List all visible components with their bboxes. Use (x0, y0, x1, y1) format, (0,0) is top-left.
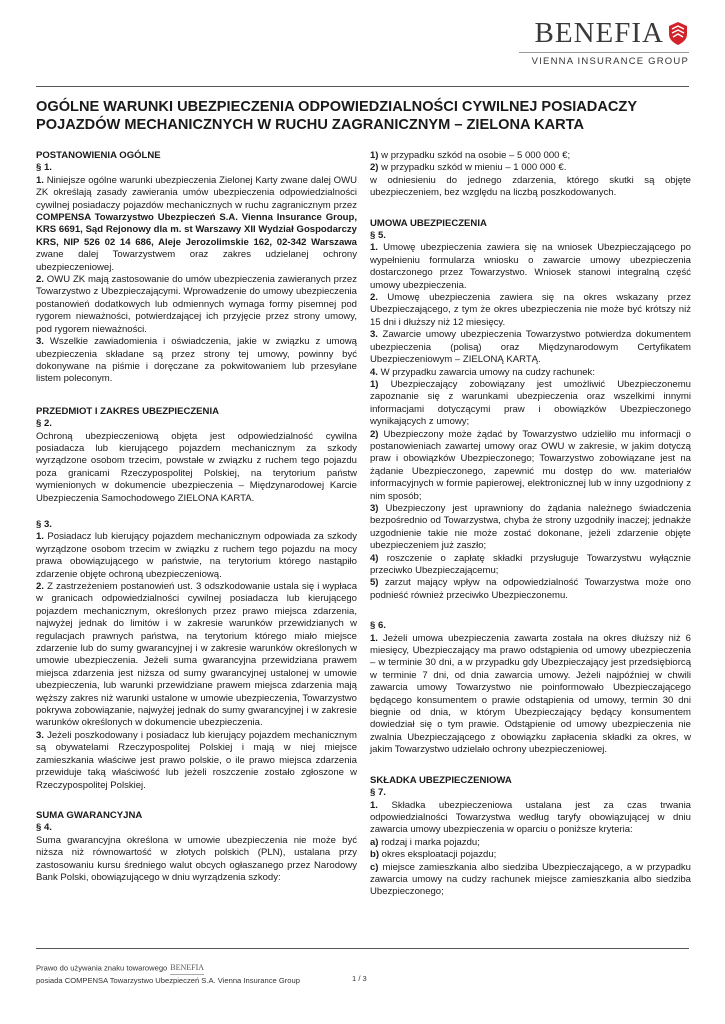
paragraph-number: § 2. (36, 418, 52, 430)
paragraph: 1. Posiadacz lub kierujący pojazdem mechanicznym odpowiada za szkody wyrządzone osobom trzecim w związku z ruchem tego pojazdu na mocy prawa obowiązującego w państwie, na terytorium którego nastąpiło zdarzenie objęte ochroną ubezpieczeniową. (36, 531, 357, 580)
paragraph: 2. Umowę ubezpieczenia zawiera się na okres wskazany przez Ubezpieczającego, z tym że okres ubezpieczenia nie może być krótszy niż 15 dni i dłuższy niż 12 miesięcy. (370, 292, 691, 328)
logo-tagline: VIENNA INSURANCE GROUP (519, 52, 689, 67)
paragraph-number: § 1. (36, 162, 52, 174)
footer-rule (36, 948, 689, 949)
paragraph: 1. Jeżeli umowa ubezpieczenia zawarta została na okres dłuższy niż 6 miesięcy, Ubezpieczający ma prawo odstąpienia od umowy ubezpieczenia – w terminie 30 dni, a w przypadku gdy Ubezpieczający jest przedsiębiorcą w terminie 7 dni, od dnia zawarcia umowy. Jeżeli najpóźniej w chwili zawarcia umowy Towarzystwo nie poinformowało Ubezpieczającego będącego konsumentem o prawie odstąpienia od umowy, termin 30 dni biegnie od dnia, w którym Ubezpieczający będący konsumentem dowiedział się o tym prawie. Odstąpienie od umowy ubezpieczenia nie zwalnia Ubezpieczającego z obowiązku zapłacenia składki za okres, w jakim Towarzystwo udzielało ochrony ubezpieczeniowej. (370, 632, 691, 756)
paragraph: Suma gwarancyjna określona w umowie ubezpieczenia nie może być niższa niż równowartość w złotych polskich (PLN), ustalana przy zastosowaniu kursu średniego walut obcych ogłaszanego przez Narodowy Bank Polski, obowiązującego w dniu wyrządzenia szkody: (36, 834, 357, 883)
section-heading: SUMA GWARANCYJNA (36, 809, 143, 821)
section-heading: UMOWA UBEZPIECZENIA (370, 217, 487, 229)
paragraph-number: § 5. (370, 230, 386, 242)
paragraph: Ochroną ubezpieczeniową objęta jest odpowiedzialność cywilna posiadacza lub kierującego pojazdem mechanicznym za szkody wyrządzone osobom trzecim, powstałe w związku z ruchem tego pojazdu poza granicami Rzeczypospolitej Polskiej, na terytorium państw wymienionych w dokumencie ubezpieczenia – Międzynarodowej Karcie Ubezpieczenia Samochodowego ZIELONA KARTA. (36, 430, 357, 504)
paragraph-number: § 7. (370, 787, 386, 799)
footer (36, 962, 300, 987)
paragraph-number: § 3. (36, 518, 52, 530)
list-item: 5) zarzut mający wpływ na odpowiedzialność Towarzystwa może ono podnieść również przeciwko Ubezpieczonemu. (370, 577, 691, 601)
paragraph: 1. Niniejsze ogólne warunki ubezpieczenia Zielonej Karty zwane dalej OWU ZK określają zasady zawierania umów ubezpieczenia odpowiedzialności cywilnej posiadaczy pojazdów mechanicznych w ruchu zagranicznym przez COMPENSA Towarzystwo Ubezpieczeń S.A. Vienna Insurance Group, KRS 6691, Sąd Rejonowy dla m. st Warszawy XII Wydział Gospodarczy KRS, NIP 526 02 14 686, Aleje Jerozolimskie 162, 02-342 Warszawa zwane dalej Towarzystwem oraz zakres udzielanej ochrony ubezpieczeniowej. (36, 174, 357, 273)
list-item: b) okres eksploatacji pojazdu; (370, 849, 497, 861)
section-heading: PRZEDMIOT I ZAKRES UBEZPIECZENIA (36, 405, 219, 417)
page-number: 1 / 3 (352, 974, 367, 983)
paragraph-number: § 6. (370, 620, 386, 632)
list-item: 4) roszczenie o zapłatę składki przysługuje Towarzystwu wyłącznie przeciwko Ubezpieczającemu; (370, 552, 691, 576)
logo-symbol-icon (667, 20, 689, 46)
paragraph: 2. OWU ZK mają zastosowanie do umów ubezpieczenia zawieranych przez Towarzystwo z Ubezpieczającymi. Wprowadzenie do umowy ubezpieczenia postanowień dodatkowych lub odmiennych wymaga formy pisemnej pod rygorem nieważności, potwierdzającej ich przyjęcie przez strony umowy, pod rygorem nieważności. (36, 274, 357, 335)
list-item: 1) w przypadku szkód na osobie – 5 000 000 €; (370, 150, 571, 161)
list-item: 2) w przypadku szkód w mieniu – 1 000 000 €. (370, 162, 567, 174)
header-rule (36, 86, 689, 87)
paragraph: 3. Zawarcie umowy ubezpieczenia Towarzystwo potwierdza dokumentem ubezpieczenia (polisą) oraz Międzynarodowym Certyfikatem Ubezpieczeniowym – ZIELONĄ KARTĄ. (370, 329, 691, 366)
list-item: 1) Ubezpieczający zobowiązany jest umożliwić Ubezpieczonemu zapoznanie się z warunkami ubezpieczenia oraz wszelkimi innymi informacjami dotyczącymi praw i obowiązków Ubezpieczonego wynikających z umowy; (370, 378, 691, 428)
footer-mini-logo: BENEFIA (170, 962, 204, 975)
right-column (370, 150, 691, 899)
paragraph: 1. Umowę ubezpieczenia zawiera się na wniosek Ubezpieczającego po wypełnieniu formularza wniosku o zawarcie umowy ubezpieczenia dostarczonego przez Towarzystwo. Wniosek stanowi integralną część umowy ubezpieczenia. (370, 242, 691, 291)
paragraph: 2. Z zastrzeżeniem postanowień ust. 3 odszkodowanie ustala się i wypłaca w granicach odpowiedzialności cywilnej posiadacza lub kierującego pojazdem mechanicznym, określonych przez prawo miejsca zdarzenia, najwyżej jednak do limitów i w zakresie warunków przewidzianych w regulacjach prawnych państwa, na terytorium którego miało miejsce zdarzenie lub do sumy gwarancyjnej i w zakresie warunków określonych w umowie ubezpieczenia. Jeżeli suma gwarancyjna przewidziana prawem miejsca zdarzenia jest niższa od sumy gwarancyjnej ustalonej w umowie ubezpieczenia, lub warunki przewidziane prawem miejsca zdarzenia mają węższy zakres niż warunki ustalone w umowie ubezpieczenia, Towarzystwo pokrywa zobowiązanie, najwyżej jednak do sumy gwarancyjnej i w zakresie warunków określonych w dokumencie ubezpieczenia. (36, 581, 357, 729)
paragraph: 3. Jeżeli poszkodowany i posiadacz lub kierujący pojazdem mechanicznym są obywatelami Rzeczypospolitej Polskiej i mają w niej miejsce zamieszkania właściwe jest prawo polskie, o ile prawo miejsca zdarzenia przewiduje taką właściwość lub jeżeli roszczenie zostało zgłoszone w Rzeczypospolitej Polskiej. (36, 729, 357, 791)
paragraph-number: § 4. (36, 822, 52, 834)
section-heading: SKŁADKA UBEZPIECZENIOWA (370, 774, 512, 786)
left-column (36, 150, 357, 884)
document-title: OGÓLNE WARUNKI UBEZPIECZENIA ODPOWIEDZIALNOŚCI CYWILNEJ POSIADACZY POJAZDÓW MECHANICZNYCH W RUCHU ZAGRANICZNYM – ZIELONA KARTA (36, 99, 637, 133)
list-item: c) miejsce zamieszkania albo siedziba Ubezpieczającego, a w przypadku zawarcia umowy na cudzy rachunek miejsce zamieszkania albo siedziba Ubezpieczonego; (370, 861, 691, 898)
list-item: 3) Ubezpieczony jest uprawniony do żądania należnego świadczenia bezpośrednio od Towarzystwa, chyba że strony uzgodniły inaczej; jednakże uzgodnienie takie nie może zostać dokonane, jeżeli zdarzenie objęte ubezpieczeniem już zaszło; (370, 502, 691, 552)
list-item: a) rodzaj i marka pojazdu; (370, 836, 480, 848)
logo-brand: BENEFIA (534, 17, 664, 49)
benefia-logo (519, 18, 689, 67)
paragraph: 3. Wszelkie zawiadomienia i oświadczenia, jakie w związku z umową ubezpieczenia składane są przez strony tej umowy, powinny być dokonywane na piśmie i doręczane za pokwitowaniem lub przesyłane listem poleconym. (36, 336, 357, 385)
paragraph: 1. Składka ubezpieczeniowa ustalana jest za czas trwania odpowiedzialności Towarzystwa według taryfy obowiązującej w dniu zawarcia umowy ubezpieczenia w oparciu o poniższe kryteria: (370, 799, 691, 836)
footer-owner-line: posiada COMPENSA Towarzystwo Ubezpieczeń S.A. Vienna Insurance Group (36, 976, 300, 985)
paragraph: 4. W przypadku zawarcia umowy na cudzy rachunek: (370, 366, 595, 378)
paragraph: w odniesieniu do jednego zdarzenia, którego skutki są objęte ubezpieczeniem, bez względu na liczbą poszkodowanych. (370, 174, 691, 199)
section-heading: POSTANOWIENIA OGÓLNE (36, 150, 161, 161)
list-item: 2) Ubezpieczony może żądać by Towarzystwo udzieliło mu informacji o postanowieniach zawartej umowy oraz OWU w zakresie, w jakim dotyczą praw i obowiązków Ubezpieczonego; Towarzystwo zobowiązane jest na żądanie Ubezpieczonego, zapewnić mu dostęp do ww. materiałów informacyjnych w formie papierowej, elektronicznej lub w inny uzgodniony z nim sposób; (370, 428, 691, 502)
footer-trademark-line: Prawo do używania znaku towarowego (36, 963, 168, 973)
